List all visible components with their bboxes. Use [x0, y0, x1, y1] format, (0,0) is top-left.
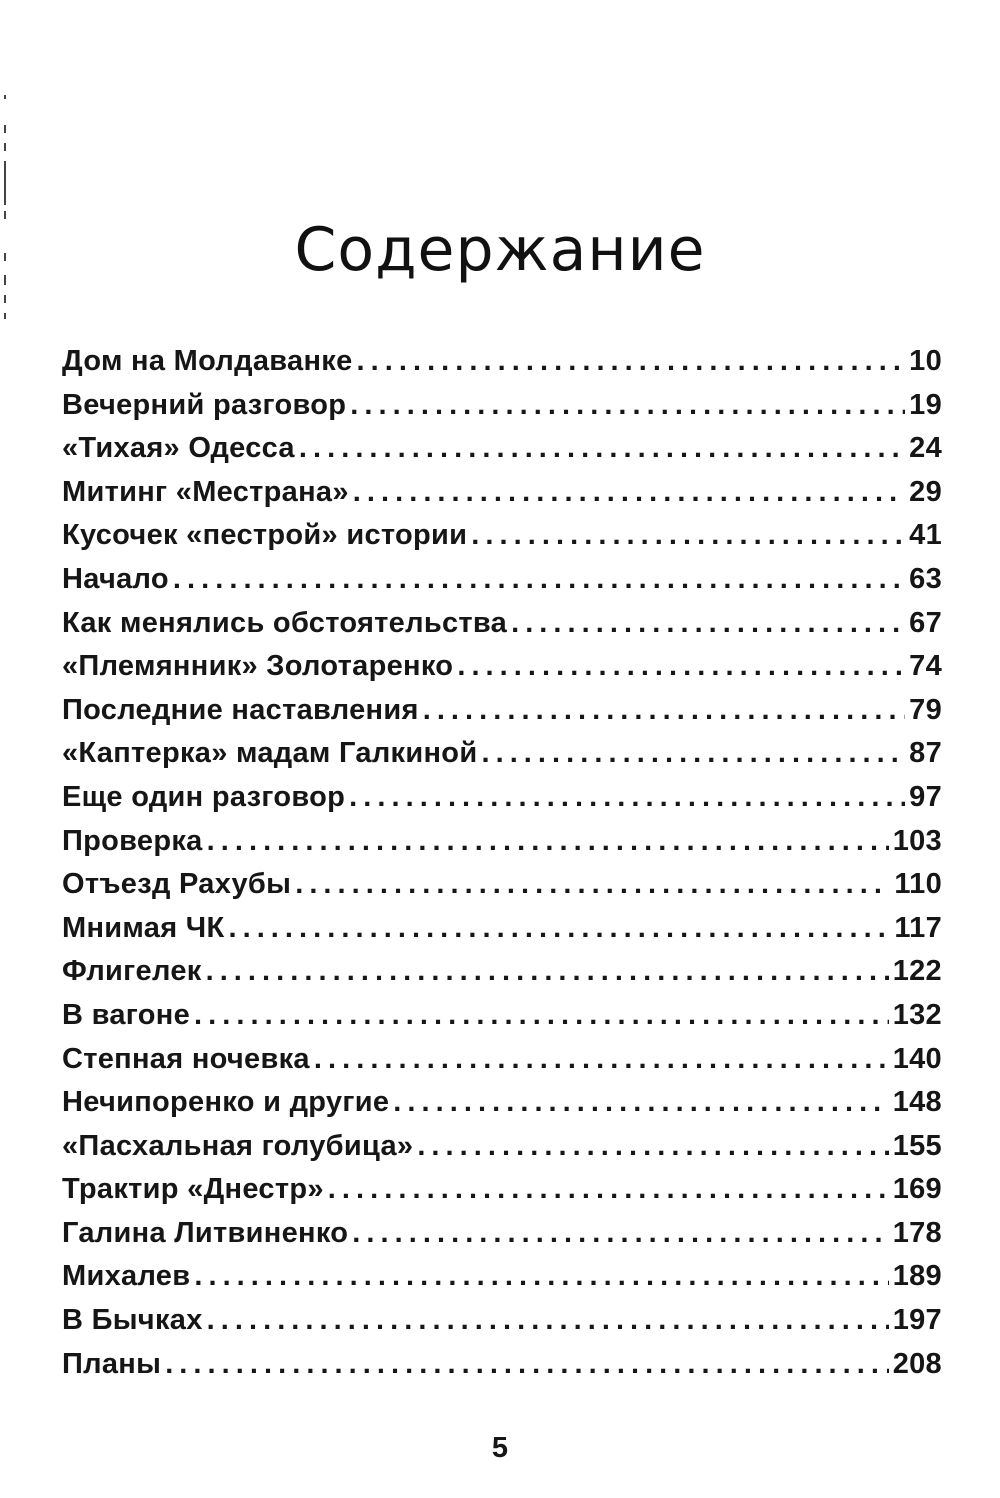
toc-entry-page: 155: [892, 1129, 942, 1162]
toc-entry-title: Как менялись обстоятельства: [62, 606, 508, 639]
toc-entry-page: 197: [892, 1304, 942, 1337]
toc-entry: [62, 994, 942, 1038]
toc-entry: [62, 1081, 942, 1125]
table-of-contents: [62, 340, 942, 1386]
toc-entry-title: Еще один разговор: [62, 780, 346, 813]
toc-entry: [62, 820, 942, 864]
toc-entry-title: Галина Литвиненко: [62, 1216, 349, 1249]
toc-entry: [62, 689, 942, 733]
toc-entry: [62, 732, 942, 776]
toc-entry-page: 29: [909, 475, 942, 508]
toc-dot-leader: [165, 1343, 889, 1387]
toc-entry: [62, 340, 942, 384]
toc-entry-page: 87: [909, 737, 942, 770]
toc-entry-page: 74: [909, 650, 942, 683]
toc-entry: [62, 645, 942, 689]
toc-entry-page: 24: [909, 432, 942, 465]
toc-entry: [62, 907, 942, 951]
toc-dot-leader: [352, 1212, 888, 1256]
toc-entry-title: Проверка: [62, 824, 203, 857]
toc-entry: [62, 863, 942, 907]
toc-entry-title: Начало: [62, 562, 169, 595]
toc-entry: [62, 1038, 942, 1082]
toc-entry-title: В вагоне: [62, 998, 191, 1031]
toc-entry-title: «Тихая» Одесса: [62, 432, 295, 465]
toc-dot-leader: [457, 645, 905, 689]
toc-dot-leader: [194, 1255, 888, 1299]
toc-dot-leader: [481, 732, 905, 776]
toc-entry: [62, 514, 942, 558]
toc-entry-page: 208: [892, 1347, 942, 1380]
page-number: 5: [491, 1432, 509, 1464]
toc-entry-title: Митинг «Местрана»: [62, 475, 349, 508]
toc-entry-title: «Пасхальная голубица»: [62, 1129, 414, 1162]
toc-entry-title: Дом на Молдаванке: [62, 345, 353, 377]
toc-entry-title: Последние наставления: [62, 693, 419, 726]
toc-entry: [62, 1168, 942, 1212]
toc-entry-page: 110: [894, 868, 942, 901]
toc-entry-page: 122: [892, 955, 942, 988]
toc-entry-title: Степная ночевка: [62, 1042, 310, 1075]
toc-dot-leader: [328, 1168, 889, 1212]
toc-entry-title: Планы: [62, 1347, 162, 1380]
toc-entry-title: Трактир «Днестр»: [62, 1173, 324, 1206]
toc-dot-leader: [393, 1081, 888, 1125]
toc-entry-page: 19: [909, 388, 942, 421]
toc-entry-title: В Бычках: [62, 1304, 203, 1337]
toc-entry-page: 140: [892, 1042, 942, 1075]
toc-dot-leader: [471, 514, 905, 558]
toc-entry-title: Вечерний разговор: [62, 388, 347, 421]
toc-entry: [62, 950, 942, 994]
toc-dot-leader: [295, 863, 890, 907]
toc-entry: [62, 602, 942, 646]
toc-entry-page: 97: [909, 780, 942, 813]
toc-entry-title: «Племянник» Золотаренко: [62, 650, 454, 683]
toc-entry-title: Михалев: [62, 1260, 191, 1293]
toc-entry: [62, 384, 942, 428]
toc-entry-page: 41: [909, 519, 942, 552]
toc-entry-title: Мнимая ЧК: [62, 911, 225, 944]
toc-dot-leader: [511, 602, 905, 646]
toc-entry-page: 189: [892, 1260, 942, 1293]
toc-entry-page: 169: [892, 1173, 942, 1206]
toc-entry: [62, 1343, 942, 1387]
toc-entry: [62, 471, 942, 515]
toc-dot-leader: [417, 1125, 888, 1169]
toc-entry-page: 63: [909, 562, 942, 595]
toc-dot-leader: [173, 558, 905, 602]
toc-entry-title: «Каптерка» мадам Галкиной: [62, 737, 478, 770]
toc-entry-page: 79: [909, 693, 942, 726]
toc-entry-page: 10: [909, 345, 942, 377]
toc-entry-title: Кусочек «пестрой» истории: [62, 519, 468, 552]
toc-entry: [62, 776, 942, 820]
toc-entry-page: 103: [892, 824, 942, 857]
toc-entry: [62, 1299, 942, 1343]
toc-dot-leader: [349, 776, 905, 820]
toc-entry-page: 148: [892, 1086, 942, 1119]
toc-dot-leader: [357, 340, 906, 384]
toc-entry: [62, 427, 942, 471]
toc-entry-title: Флигелек: [62, 955, 202, 988]
toc-entry: [62, 1212, 942, 1256]
toc-entry: [62, 1125, 942, 1169]
toc-dot-leader: [194, 994, 889, 1038]
page-title: Содержание: [294, 215, 706, 285]
toc-entry-title: Нечипоренко и другие: [62, 1086, 390, 1119]
toc-dot-leader: [206, 950, 889, 994]
toc-dot-leader: [207, 1299, 889, 1343]
toc-entry-page: 132: [892, 998, 942, 1031]
toc-dot-leader: [423, 689, 905, 733]
toc-dot-leader: [228, 907, 890, 951]
toc-entry-page: 67: [909, 606, 942, 639]
toc-dot-leader: [207, 820, 889, 864]
toc-entry-page: 178: [892, 1216, 942, 1249]
toc-dot-leader: [299, 427, 905, 471]
toc-entry: [62, 558, 942, 602]
toc-dot-leader: [314, 1038, 889, 1082]
toc-entry-title: Отъезд Рахубы: [62, 868, 292, 901]
toc-dot-leader: [350, 384, 905, 428]
toc-dot-leader: [353, 471, 905, 515]
toc-entry: [62, 1255, 942, 1299]
toc-entry-page: 117: [894, 911, 942, 944]
